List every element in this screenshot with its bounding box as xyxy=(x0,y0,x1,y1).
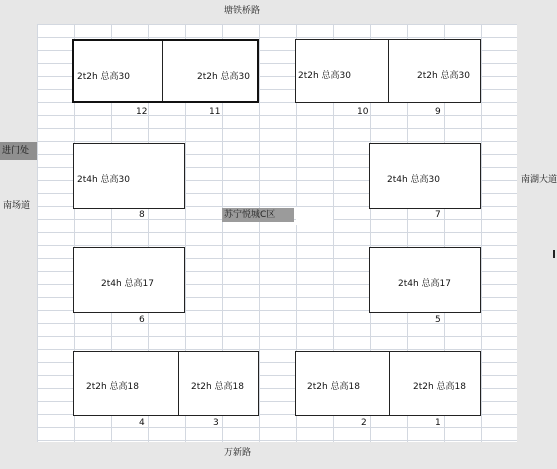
building-divider xyxy=(388,40,389,102)
road-north: 塘铁桥路 xyxy=(224,6,261,16)
building-3-label: 2t2h 总高18 xyxy=(191,382,244,392)
building-5-label: 2t4h 总高17 xyxy=(398,279,451,289)
building-divider xyxy=(162,41,163,101)
building-number-3: 3 xyxy=(213,418,219,428)
building-number-9: 9 xyxy=(435,107,441,117)
building-number-10: 10 xyxy=(357,107,369,117)
building-10-label: 2t2h 总高30 xyxy=(298,71,351,81)
building-number-1: 1 xyxy=(435,418,441,428)
right-margin xyxy=(517,24,557,442)
entrance-label[interactable]: 进门处 xyxy=(0,142,37,160)
building-6[interactable] xyxy=(73,247,185,313)
building-5[interactable] xyxy=(369,247,481,313)
left-margin xyxy=(0,24,37,442)
building-1-label: 2t2h 总高18 xyxy=(413,382,466,392)
building-2-1[interactable] xyxy=(295,351,481,416)
building-number-4: 4 xyxy=(139,418,145,428)
road-east: 南湖大道 xyxy=(521,175,557,185)
building-11-label: 2t2h 总高30 xyxy=(197,72,250,82)
bottom-margin xyxy=(0,442,557,469)
road-south: 万新路 xyxy=(224,448,252,458)
building-9-label: 2t2h 总高30 xyxy=(417,71,470,81)
building-12-11[interactable] xyxy=(72,39,259,103)
building-4-3[interactable] xyxy=(73,351,259,416)
building-12-label: 2t2h 总高30 xyxy=(77,72,130,82)
edge-marker xyxy=(553,250,555,258)
building-6-label: 2t4h 总高17 xyxy=(101,279,154,289)
building-number-12: 12 xyxy=(136,107,148,117)
building-divider xyxy=(178,352,179,415)
building-number-7: 7 xyxy=(435,210,441,220)
top-margin xyxy=(0,0,557,24)
building-2-label: 2t2h 总高18 xyxy=(307,382,360,392)
building-number-8: 8 xyxy=(139,210,145,220)
building-7-label: 2t4h 总高30 xyxy=(387,175,440,185)
building-number-11: 11 xyxy=(209,107,221,117)
building-number-2: 2 xyxy=(361,418,367,428)
open-gap xyxy=(296,207,333,225)
building-number-6: 6 xyxy=(139,315,145,325)
building-8[interactable] xyxy=(73,143,185,209)
building-10-9[interactable] xyxy=(295,39,481,103)
building-7[interactable] xyxy=(369,143,481,209)
building-4-label: 2t2h 总高18 xyxy=(86,382,139,392)
building-8-label: 2t4h 总高30 xyxy=(77,175,130,185)
building-divider xyxy=(389,352,390,415)
zone-label-cell[interactable]: 苏宁悦城C区 xyxy=(222,208,294,222)
road-west: 南场道 xyxy=(3,201,31,211)
building-number-5: 5 xyxy=(435,315,441,325)
